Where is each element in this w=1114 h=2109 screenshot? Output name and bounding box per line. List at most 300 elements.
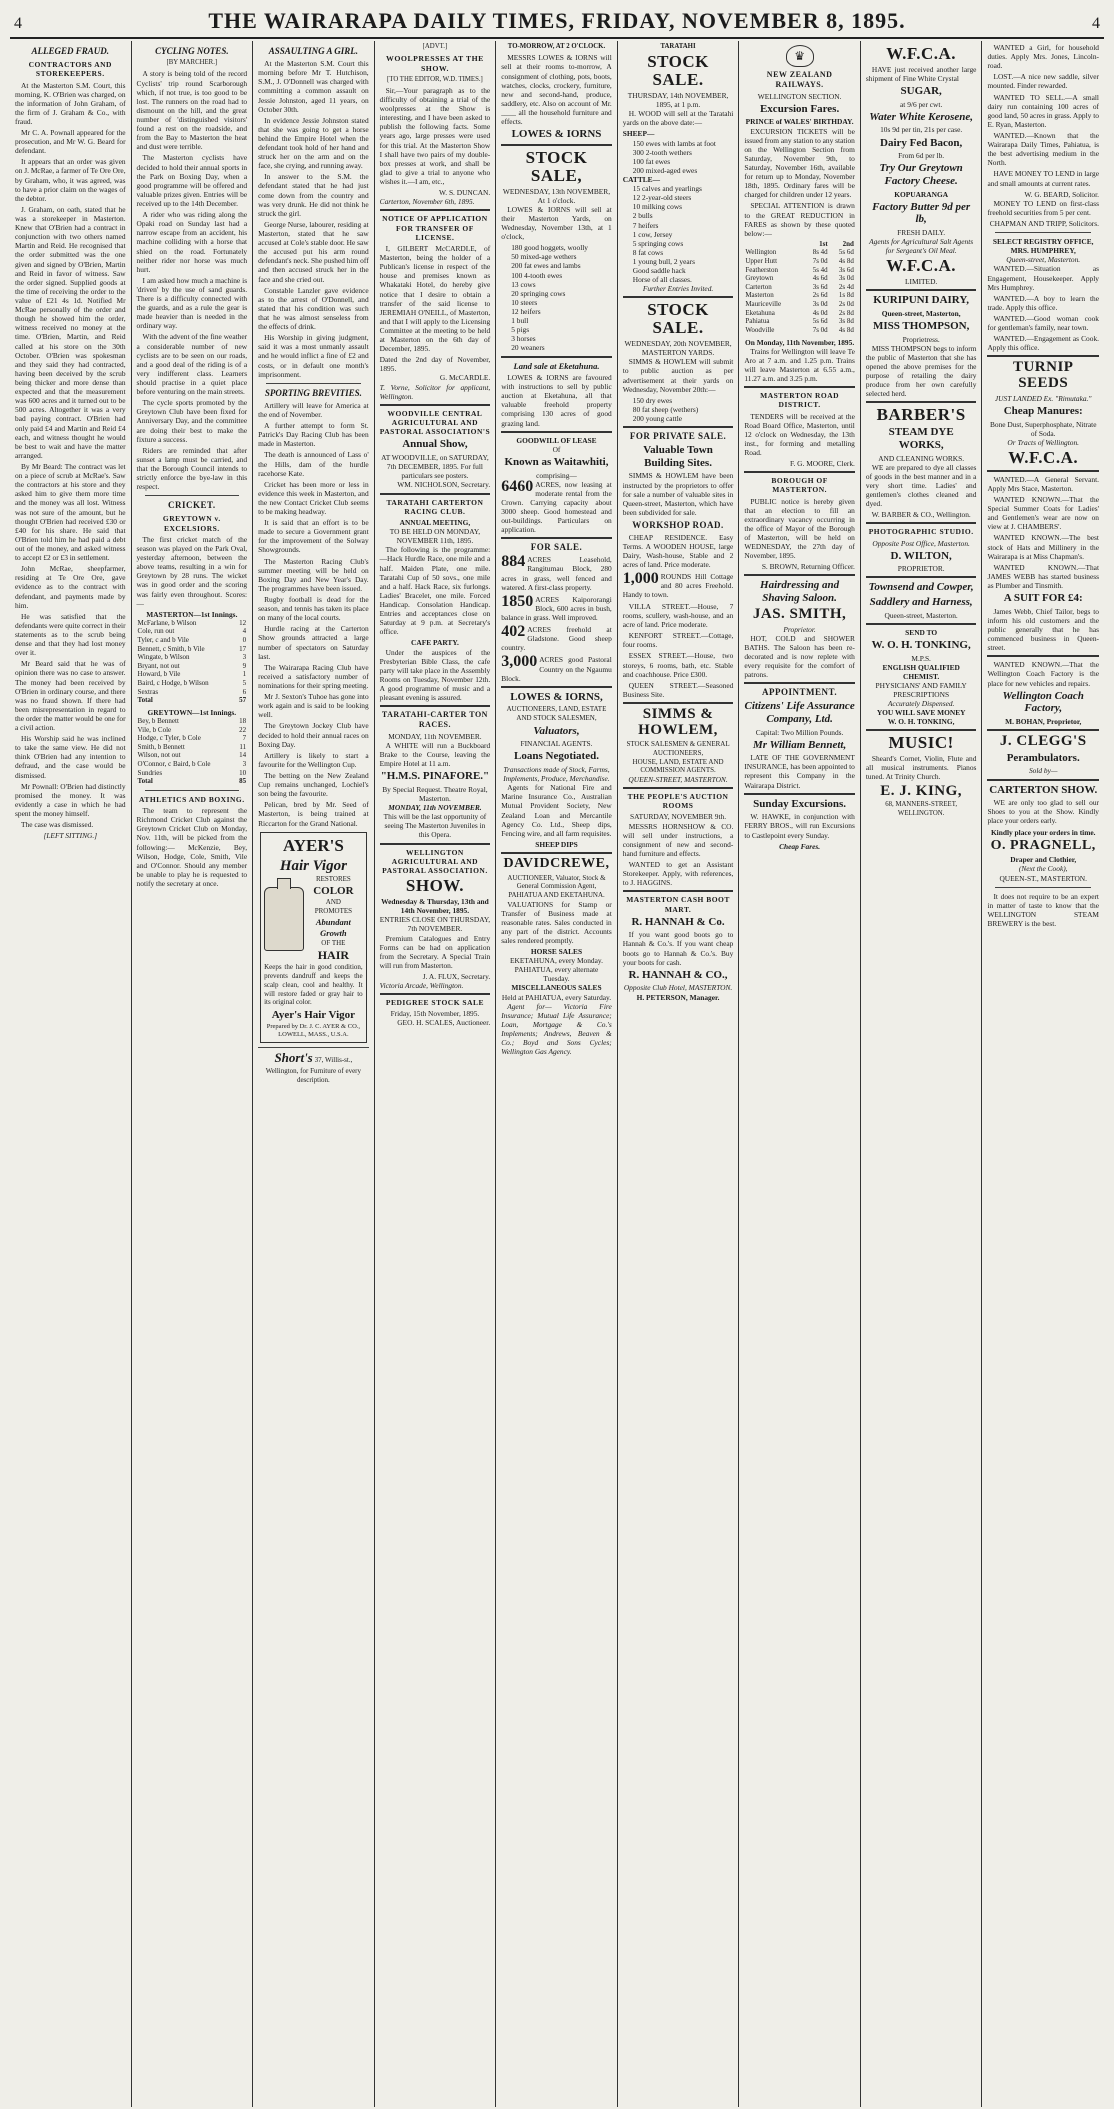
list-item: 1 cow, Jersey: [632, 229, 673, 239]
column-1: [10, 41, 132, 2107]
article-paragraph: In evidence Jessie Johnston stated that she was going to get a horse behind the Empire Hotel when the defendant took hold of her hand and struck her on the arm and on the face, she crying, and running away.: [258, 115, 369, 171]
ad-body: CHEAP RESIDENCE. Easy Terms. A WOODEN HOUSE, large Dairy, Wash-house, Stable and 2 acres of land. Price moderate.: [622, 533, 734, 570]
ad-body: LOWES & IORNS will sell at their Masterton Yards, on Wednesday, November 13th, at 1 o'clock,: [501, 204, 612, 242]
divider: [145, 790, 240, 791]
article-paragraph: The case was dismissed.: [21, 820, 94, 830]
article-paragraph: At the Masterton S.M. Court, this morning, K. O'Brien was charged, on the information of John Graham, of the firm of J. Graham & Co., with fraud.: [15, 80, 126, 126]
ad-title: On Monday, 11th November, 1895.: [745, 337, 855, 347]
ad-headline: Townsend and Cowper,: [868, 581, 974, 594]
ad-headline: WORKSHOP ROAD.: [632, 520, 724, 531]
ad-address: 68, MANNERS-STREET, WELLINGTON.: [885, 801, 958, 817]
ad-title: Valuators,: [533, 724, 580, 737]
ad-body: ACRES freehold at Gladstone. Good sheep country.: [501, 625, 612, 653]
article-paragraph: Riders are reminded that after sunset a lamp must be carried, and that the Borough Council intends to strictly enforce the bye-law in this respect.: [136, 445, 248, 492]
ad-headline: STOCK SALE.: [647, 52, 709, 90]
ad-signature: GEO. H. SCALES, Auctioneer.: [397, 1018, 491, 1028]
ad-title: "H.M.S. PINAFORE.": [380, 770, 490, 783]
article-paragraph: Artillery is likely to start a favourite for the Wellington Cup.: [258, 750, 369, 769]
ad-body: Or Tracts of Wellington.: [1007, 437, 1080, 447]
ad-title: Mr William Bennett,: [752, 738, 847, 751]
notice-date: Dated the 2nd day of November, 1895.: [379, 355, 491, 374]
classified-ad: WANTED a Girl, for household duties. Apply Mrs. Jones, Lincoln-road.: [987, 43, 1099, 71]
ad-address: Opposite Post Office, Masterton.: [872, 538, 970, 548]
list-item: 2 bulls: [632, 211, 653, 221]
ad-title: Perambulators.: [1006, 751, 1080, 764]
page-number-left: 4: [14, 15, 22, 32]
ad-title: STEAM DYE WORKS,: [888, 426, 954, 451]
ad-title: Known as Waitawhiti,: [504, 455, 609, 468]
ad-headline: LOWES & IORNS,: [510, 690, 603, 703]
ad-tagline: OF THE: [321, 938, 346, 947]
table-row: Carterton 3s 6d 2s 4d: [745, 282, 854, 291]
ad-subtitle: STOCK SALESMEN & GENERAL AUCTIONEERS,: [626, 740, 730, 758]
ad-body: MISS THOMPSON begs to inform the public of Masterton that she has opened the above premises for the purpose of retailing the dairy produce from her own carefully selected herd.: [865, 343, 977, 399]
table-row: O'Connor, c Baird, b Cole 3: [137, 760, 247, 769]
table-row: Wilson, not out 14: [137, 751, 247, 760]
ad-subtitle: SEND TO: [905, 627, 938, 637]
letter-date: Carterton, November 6th, 1895.: [379, 197, 475, 207]
table-row: Bey, b Bennett 18: [137, 717, 247, 726]
acreage-figure: 402: [501, 623, 526, 641]
ad-body: SPECIAL ATTENTION is drawn to the GREAT REDUCTION in FARES as shown by these quoted below:—: [744, 201, 855, 238]
article-paragraph: The Masterton cyclists have decided to hold their annual sports in the Park on Boxing Day, when a good programme will be offered and valuable prizes given. Entries will be received up to the 14th December.: [136, 153, 248, 208]
ad-body: This will be the last opportunity of seeing The Masterton Juveniles in this Opera.: [383, 812, 487, 840]
ad-title: HORSE SALES: [530, 947, 583, 957]
list-item: 12 2-year-old steers: [632, 193, 692, 203]
classified-ad: It does not require to be an expert in matter of taste to know that the WELLINGTON STEAM BREWERY is the best.: [987, 891, 1099, 928]
ad-signature: CHAPMAN AND TRIPP, Solicitors.: [989, 218, 1099, 228]
ad-product-footer: Ayer's Hair Vigor: [271, 1009, 356, 1022]
ad-body: TENDERS will be received at the Road Board Office, Masterton, until 12 o'clock on Wednesday, the 13th inst., for forming and metalling Road.: [744, 411, 855, 457]
ad-title: SHOW.: [405, 876, 464, 896]
ad-date: WEDNESDAY, 13th NOVEMBER, At 1 o'clock.: [502, 186, 611, 205]
article-paragraph: At the Masterton S.M. Court this morning before Mr T. Hutchison, S.M., J. O'Donnell was charged with committing a common assault on Jessie Johnston, aged 11 years, on October 30th.: [258, 59, 369, 114]
ad-body: MESSRS HORNSHOW & CO. will sell under instructions, a consignment of new and second-hand furniture and effects.: [622, 821, 734, 858]
table-row: Baird, c Hodge, b Wilson 5: [137, 679, 247, 688]
divider: [744, 793, 855, 795]
classified-ad: LOST.—A nice new saddle, silver mounted. Finder rewarded.: [987, 72, 1099, 91]
divider: [623, 426, 734, 428]
table-row: Greytown 4s 6d 3s 0d: [745, 274, 854, 283]
acreage-figure: 3,000: [501, 653, 538, 671]
ad-signature: W. BARBER & CO., Wellington.: [871, 510, 971, 520]
article-subheadline: [TO THE EDITOR, W.D. TIMES.]: [387, 75, 483, 83]
list-item: 180 good hoggets, woolly: [511, 243, 588, 253]
divider: [501, 144, 612, 146]
ad-body: Agents for Agricultural Salt Agents for Sergeant's Oil Meal.: [869, 237, 974, 256]
ad-tagline: Abundant Growth: [315, 916, 351, 938]
ad-body: EKETAHUNA, every Monday. PAHIATUA, every alternate Tuesday.: [510, 956, 603, 984]
ad-body: Transactions made of Stock, Farms, Implements, Produce, Merchandise.: [503, 765, 610, 784]
table-row: McFarlane, b Wilson 12: [137, 618, 247, 627]
shorts-ad: [258, 1047, 369, 1085]
ad-headline: W.F.C.A.: [1008, 447, 1079, 467]
ad-headline: TARATAHI CARTERTON RACING CLUB.: [386, 497, 484, 516]
ad-title: Excursion Fares.: [759, 102, 840, 115]
ad-subtitle: Of: [552, 444, 561, 454]
ad-address: Queen-street, Masterton.: [1006, 255, 1081, 265]
divider: [987, 470, 1099, 472]
ad-title: Annual Show,: [402, 438, 468, 451]
ad-subtitle: M.P.S.: [911, 653, 931, 663]
ad-body: PHYSICIANS' AND FAMILY PRESCRIPTIONS: [875, 680, 967, 699]
classified-ad: WANTED.—A General Servant. Apply Mrs Stace, Masterton.: [987, 474, 1099, 493]
article-paragraph: In answer to the S.M. the defendant stated that he had just come down from the country and was very drunk. He did not think he struck the girl.: [258, 172, 369, 218]
table-row: Wingate, b Wilson 3: [137, 653, 247, 662]
ad-headline: W. O. H. TONKING,: [871, 638, 971, 651]
list-item: 200 young cattle: [632, 414, 683, 424]
ad-headline: KURIPUNI DAIRY,: [873, 294, 970, 307]
divider: [623, 890, 734, 892]
article-paragraph: The Greytown Jockey Club have decided to hold their annual races on Boxing Day.: [258, 721, 369, 749]
ad-headline: J. CLEGG'S: [999, 733, 1087, 750]
table-row: Eketahuna 4s 0d 2s 8d: [745, 308, 854, 317]
ad-body: ESSEX STREET.—House, two storeys, 6 rooms, bath, etc. Stable and coachhouse. Price £300.: [622, 651, 734, 679]
ad-subtitle: Proprietress.: [902, 334, 940, 344]
classified-ad: WANTED.—Known that the Wairarapa Daily Times, Pahiatua, is the best advertising medium in the North.: [987, 130, 1099, 168]
divider: [866, 522, 977, 524]
ad-body: LOWES & IORNS are favoured with instructions to sell by public auction at Eketahuna, all that valuable freehold property comprising 130 acres of good grazing land.: [501, 372, 612, 428]
article-paragraph: A story is being told of the record Cyclists' trip round Scarborough which, if not true, is too good to be lost. The runners on the road had to dismount on the hill, and the great number of 'distinguished visitors' found a rest on the roadside, and from the Bay to Masterton the heat and dust were terrible.: [136, 69, 248, 152]
ad-body: James Webb, Chief Tailor, begs to inform his old customers and the public generally that he has commenced business in Queen-street.: [987, 606, 1099, 653]
ad-maker: Prepared by Dr. J. C. AYER & CO., LOWELL, MASS., U.S.A.: [266, 1022, 361, 1038]
team-heading: GREYTOWN—1st Innings.: [147, 707, 237, 717]
ad-subtitle: Sold by—: [1028, 766, 1058, 776]
advt-tag: [ADVT.]: [422, 43, 448, 50]
article-paragraph: His Worship said he was inclined to take the same view. He did not think O'Brien had any intention to defraud, and the case would be dismissed.: [15, 734, 126, 780]
ad-title: Cheap Fares.: [779, 841, 821, 851]
ad-subtitle: By Special Request. Theatre Royal, Masterton.: [382, 784, 488, 804]
ad-body: Agent for— Victoria Fire Insurance; Mutual Life Assurance; Loan, Mortgage & Co.'s Implements; Andrews, Beaven & Co.; Boyd and Sons Cycles; Wellington Gas Agency.: [501, 1001, 612, 1057]
classified-ad: HAVE MONEY TO LEND in large and small amounts at current rates.: [987, 169, 1099, 188]
article-paragraph: George Nurse, labourer, residing at Masterton, stated that he saw accused at Cole's stable door. He saw the accused put his arm round defendant's neck. She pushed him off and then accused struck her in the face and she cried out.: [258, 219, 369, 284]
article-paragraph: Constable Lanzler gave evidence as to the arrest of O'Donnell, and stated that his condition was such that he was almost senseless from the effects of drink.: [258, 285, 369, 332]
ad-title: MISCELLANEOUS SALES: [511, 983, 602, 993]
column-2: [132, 41, 254, 2107]
ad-subtitle: ENTRIES CLOSE ON THURSDAY, 7th NOVEMBER.: [379, 915, 491, 934]
divider: [744, 471, 855, 473]
ad-date: MONDAY, 11th NOVEMBER.: [388, 731, 482, 741]
divider: [501, 537, 612, 539]
ad-date: MONDAY, 11th NOVEMBER.: [388, 803, 482, 813]
divider: [987, 729, 1099, 731]
article-paragraph: He was satisfied that the defendants were quite correct in their statements as to the scrub being dense and that they had lost money over it.: [15, 611, 126, 658]
ad-date: TO-MORROW, AT 2 O'CLOCK.: [507, 43, 606, 50]
ad-tagline: RESTORES: [315, 875, 351, 883]
table-row: Total 57: [137, 696, 247, 705]
ad-headline: STOCK SALE,: [525, 147, 588, 185]
ad-body: WANTED to get an Assistant Storekeeper. Apply, with references, to J. HAGGINS.: [622, 859, 734, 888]
ad-subtitle: Proprietor.: [783, 624, 816, 634]
article-paragraph: Rugby football is dead for the season, and tennis has taken its place on many of the local courts.: [258, 595, 369, 623]
table-row: Total 85: [137, 777, 247, 786]
ad-tagline: AND: [325, 898, 341, 907]
ad-body: KENFORT STREET.—Cottage, four rooms.: [622, 631, 734, 650]
coat-of-arms-icon: ♛: [786, 45, 814, 67]
ad-body: Sheard's Cornet, Violin, Flute and all musical instruments. Pianos tuned. At Trinity Church.: [865, 754, 977, 782]
article-paragraph: The first cricket match of the season was played on the Park Oval, yesterday afternoon, between the above teams, resulting in a win for Greytown by 28 runs. The wicket was in good order and the scoring was fairly even throughout. Scores:—: [136, 534, 248, 608]
list-item: 10 steers: [511, 297, 538, 307]
ad-headline: Land sale at Eketahuna.: [513, 360, 600, 371]
classified-ad: MONEY TO LEND on first-class freehold securities from 5 per cent.: [987, 198, 1099, 217]
divider: [987, 779, 1099, 781]
classified-ad: WANTED KNOWN.—That JAMES WEBB has started business as Plumber and Tinsmith.: [987, 562, 1099, 591]
article-paragraph: The team to represent the Richmond Cricket Club against the Greytown Cricket Club on Monday, Nov. 11th, will be picked from the following:— McKenzie, Bey, Wilson, Hodge, Cole, Smith, Vile and O'Connor. Should any member be unable to play he is requested to notify the secretary at once.: [136, 806, 248, 888]
ad-body: SIMMS & HOWLEM have been instructed by the proprietors to offer for sale a number of valuable sites in Queen-street, Masterton, which have been subdivided for sale.: [622, 471, 734, 517]
ad-subtitle: HOUSE, LAND, ESTATE AND COMMISSION AGENTS.: [632, 757, 724, 775]
divider: [266, 383, 361, 384]
table-row: Howard, b Vile 1: [137, 670, 247, 679]
ad-date: WEDNESDAY, 20th NOVEMBER, MASTERTON YARDS.: [624, 339, 732, 358]
ad-title: Loans Negotiated.: [514, 750, 599, 763]
column-8: [861, 41, 983, 2107]
ad-subtitle: FRESH DAILY.: [897, 227, 946, 237]
divider: [501, 852, 612, 854]
list-item: 100 fat ewes: [632, 156, 671, 166]
list-item: 5 springing cows: [632, 238, 684, 248]
article-paragraph: It is said that an effort is to be made to secure a Government grant for the improvement of the Solway Showgrounds.: [258, 518, 369, 555]
table-row: Bryant, not out 9: [137, 661, 247, 670]
list-item: 15 calves and yearlings: [632, 184, 702, 194]
divider: [623, 702, 734, 704]
ad-body: ACRES, now leasing at moderate rental from the Crown. Carrying capacity about 3000 sheep. Good homestead and out-buildings. Particulars on application.: [501, 479, 612, 535]
ad-title: CAFE PARTY.: [411, 638, 459, 648]
ad-headline: BARBER'S: [876, 405, 966, 425]
list-item: 8 fat cows: [632, 247, 664, 257]
ad-headline: FOR PRIVATE SALE.: [629, 431, 727, 442]
ad-address: Opposite Club Hotel, MASTERTON.: [623, 983, 733, 993]
table-row: Bennett, c Smith, b Vile 17: [137, 644, 247, 653]
ad-subtitle: LIMITED.: [905, 277, 938, 287]
divider: [380, 705, 491, 707]
ad-title: YOU WILL SAVE MONEY: [876, 708, 966, 718]
ad-address: (Next the Cook),: [1018, 864, 1068, 874]
ad-body: Premium Catalogues and Entry Forms can be had on application from the Secretary. A Special Train will run from Masterton.: [379, 933, 491, 970]
article-paragraph: The death is announced of Lass o' the Hills, dam of the hurdle racehorse Kate.: [258, 450, 369, 478]
ad-subtitle: AUCTIONEER, Valuator, Stock & General Commission Agent, PAHIATUA AND EKETAHUNA.: [507, 873, 606, 899]
ad-date: TO BE HELD ON MONDAY, NOVEMBER 11th, 1895.: [389, 527, 481, 546]
ad-body: VALUATIONS for Stamp or Transfer of Business made at reasonable rates. Sales conducted in any part of the district. Accounts sales rendered promptly.: [501, 899, 612, 945]
list-item: 80 fat sheep (wethers): [632, 404, 699, 414]
scorecard-2: [137, 717, 248, 786]
table-row: Cole, run out 4: [137, 627, 247, 636]
table-row: Smith, b Bennett 11: [137, 742, 247, 751]
ad-headline: STOCK SALE.: [647, 300, 709, 338]
ad-body: SIMMS & HOWLEM will submit to public auction as per advertisement at their yards on Wednesday, November 20th:—: [622, 357, 734, 394]
ad-body: Held at PAHIATUA, every Saturday.: [501, 992, 612, 1002]
notice-body: I, GILBERT McCARDLE, of Masterton, being the holder of a Publican's license in respect of the house and premises known as Whakataki Hotel, do hereby give notice that I desire to obtain a transfer of the said license to JEREMIAH O'NEILL, of Masterton, and that I will apply to the Licensing Committee at the meeting to be held at Masterton on the 6th day of December, 1895.: [379, 243, 491, 354]
list-item: 50 mixed-age wethers: [511, 252, 577, 262]
list-heading: CATTLE—: [622, 175, 660, 185]
article-footer: [LEFT SITTING.]: [43, 831, 98, 841]
list-item: 300 2-tooth wethers: [632, 147, 692, 157]
acreage-figure: 6460: [501, 477, 534, 495]
ad-title: ENGLISH QUALIFIED CHEMIST.: [882, 662, 960, 681]
ad-address: Victoria Arcade, Wellington.: [379, 981, 464, 991]
ad-headline: WELLINGTON AGRICULTURAL AND PASTORAL ASSOCIATION.: [382, 847, 488, 875]
table-row: Vile, b Cole 22: [137, 725, 247, 734]
table-row: Sextras 6: [137, 687, 247, 696]
article-paragraph: Mr J. Sexton's Tuhoe has gone into work again and is said to be looking well.: [258, 692, 369, 720]
ad-price: From 6d per lb.: [898, 151, 945, 161]
article-paragraph: A rider who was riding along the Opaki road on Sunday last had a narrow escape from an accident, his machine colliding with a horse that shied on the road. Fortunately neither rider nor horse was much hurt.: [136, 210, 248, 274]
ad-title: R. HANNAH & Co.: [631, 915, 725, 928]
divider: [866, 576, 977, 578]
ad-body: QUEEN STREET.—Seasoned Business Site.: [622, 680, 734, 699]
column-3: [253, 41, 375, 2107]
list-item: 100 4-tooth ewes: [511, 270, 563, 280]
article-paragraph: Pelican, bred by Mr. Seed of Masterton, is being trained at Riccarton for the Grand National.: [258, 800, 369, 828]
divider: [501, 356, 612, 358]
ad-headline: NEW ZEALAND RAILWAYS.: [766, 70, 833, 89]
divider: [380, 404, 491, 406]
ad-body: ACRES Leasehold, Rangitumau Block, 280 acres in grass, well fenced and watered. A first-class property.: [501, 555, 612, 592]
ad-body: ACRES Kaipororangi Block, 600 acres in bush, balance in grass. Well improved.: [501, 594, 612, 622]
ad-headline: DAVIDCREWE,: [503, 855, 610, 871]
notice-headline: NOTICE OF APPLICATION FOR TRANSFER OF LICENSE.: [382, 214, 488, 242]
list-item: 20 weaners: [511, 343, 545, 353]
ad-headline: SELECT REGISTRY OFFICE,: [992, 237, 1094, 247]
ad-title: Saddlery and Harness,: [869, 596, 973, 609]
ad-title: Factory Butter 9d per lb,: [872, 200, 971, 226]
article-paragraph: Mr Beard said that he was of opinion there was no case to answer. The money had been received by O'Brien in ordinary course, and there was no fraud shown. If there had been misrepresentation in regard to the order the matter would be one for a civil action.: [15, 659, 126, 733]
ad-date: Friday, 15th November, 1895.: [390, 1009, 480, 1019]
ad-headline: TURNIP SEEDS: [1012, 359, 1074, 392]
classified-ad: WANTED.—Good woman cook for gentleman's family, near town.: [987, 313, 1099, 333]
ad-headline: BOROUGH OF MASTERTON.: [771, 476, 828, 495]
divider: [380, 993, 491, 995]
ad-title: ANNUAL MEETING,: [399, 517, 471, 527]
article-headline: ALLEGED FRAUD.: [31, 46, 110, 56]
divider: [866, 623, 977, 625]
ad-subtitle: Draper and Clothier,: [1010, 855, 1077, 865]
article-byline: [BY MARCHER.]: [166, 59, 218, 67]
list-item: Good saddle hack: [632, 266, 686, 276]
list-item: 150 ewes with lambs at foot: [632, 138, 716, 148]
ad-body: HOT, COLD and SHOWER BATHS. The Saloon has been re-decorated and is now replete with every requisite for the comfort of patrons.: [744, 633, 855, 680]
classified-ad: WANTED TO SELL.—A small dairy run containing 100 acres of good land, 50 acres in grass. Apply to E. Ryan, Masterton.: [987, 92, 1099, 129]
ad-subtitle: KOPUARANGA: [894, 189, 949, 199]
table-row: Masterton 2s 6d 1s 8d: [745, 291, 854, 300]
stock-list: [501, 243, 612, 352]
ad-body: AT WOODVILLE, on SATURDAY, 7th DECEMBER, 1895. For full particulars see posters.: [381, 453, 489, 481]
ad-headline: TARATAHI-CARTER TON RACES.: [381, 710, 488, 729]
ad-body: ACRES good Pastoral Country on the Ngaumu Block.: [501, 655, 612, 683]
table-row: Featherston 5s 4d 3s 6d: [745, 265, 854, 274]
fares-table: [744, 240, 855, 335]
scorecard-1: [137, 619, 248, 705]
column-6: [618, 41, 740, 2107]
ad-headline: APPOINTMENT.: [762, 687, 838, 698]
bottle-icon: [264, 887, 304, 951]
divider: [866, 401, 977, 403]
ad-body: WE are only too glad to sell our Shoes to you at the Show. Kindly place your orders early.: [987, 798, 1099, 826]
article-paragraph: Mr Pownall: O'Brien had distinctly promised the money. It was evidently a case in which he had spent the money himself.: [15, 781, 126, 819]
ad-body: Trains for Wellington will leave Te Aro at 7 a.m. and 1.25 p.m. Trains will leave Masterton at 6.55 a.m., 11.27 a.m. and 3.25 p.m.: [744, 346, 855, 383]
ad-title: Try Our Greytown Factory Cheese.: [879, 162, 963, 187]
team-heading: MASTERTON—1st Innings.: [146, 609, 238, 619]
classified-ad: WANTED.—Situation as Engagement, Housekeeper. Apply Mrs Humphrey.: [987, 264, 1099, 292]
ad-subtitle: WELLINGTON SECTION.: [757, 91, 842, 101]
ad-signature: W. G. BEARD, Solicitor.: [1024, 189, 1099, 199]
divider: [744, 682, 855, 684]
divider: [987, 355, 1099, 357]
table-row: Sundries 10: [137, 768, 247, 777]
article-headline: ASSAULTING A GIRL.: [268, 46, 359, 56]
ad-headline: Sunday Excursions.: [753, 797, 847, 810]
article-paragraph: The cycle sports promoted by the Greytown Club have been fixed for Anniversary Day, and the committee are doing their best to make the fixture a success.: [136, 398, 248, 444]
list-item: 3 horses: [511, 334, 536, 344]
ad-title: Water White Kerosene,: [869, 110, 974, 123]
classified-ad: WANTED.—A boy to learn the trade. Apply this office.: [987, 293, 1099, 312]
ad-headline: A SUIT FOR £4:: [1003, 592, 1083, 605]
letter-signature: W. S. DUNCAN.: [438, 188, 491, 198]
ad-headline: THE PEOPLE'S AUCTION ROOMS: [627, 791, 729, 811]
article-paragraph: John McRae, sheepfarmer, residing at Te Ore Ore, gave evidence as to the contract with defendant, and payments made by him.: [15, 564, 126, 610]
ad-address: QUEEN-STREET, MASTERTON.: [628, 774, 728, 784]
ad-body: EXCURSION TICKETS will be issued from any station to any station on the Wellington Section from Saturday, November 9th, to Saturday, November 16th, available for return up to Monday, November 18th, 1895. Ordinary fares will be charged for children under 12 years.: [744, 126, 855, 200]
ad-body: H. WOOD will sell at the Taratahi yards on the above date:—: [622, 109, 734, 128]
divider: [501, 686, 612, 688]
article-paragraph: By Mr Beard: The contract was let on a piece of scrub at McRae's. Saw the contractors at his store and they asked him to give them more time and the money was all lost. Witness was not sure of the amount, but he thought O'Brien had received £30 or £40 for his share. He said that O'Brien told him he had paid a debt out of the money, and asked witness to accept £2 or £3 in settlement.: [15, 461, 126, 563]
divider: [623, 787, 734, 789]
ad-body: Accurately Dispensed.: [887, 699, 955, 709]
ad-headline: FOR SALE.: [530, 542, 583, 553]
ad-price: at 9/6 per cwt.: [900, 99, 943, 109]
ad-signature: W. O. H. TONKING,: [887, 717, 955, 727]
ad-body: Under the auspices of the Presbyterian Bible Class, the cafe party will take place in the Assembly Rooms on Tuesday, November 12th. A good programme of music and a pleasant evening is assured.: [379, 647, 491, 703]
ad-headline: Wellington Coach Factory,: [1002, 689, 1084, 715]
article-paragraph: Artillery will leave for America at the end of November.: [258, 400, 369, 419]
ad-title: R. HANNAH & CO.,: [628, 968, 728, 981]
article-subheadline: CONTRACTORS AND STOREKEEPERS.: [28, 60, 112, 79]
ad-headline: WOODVILLE CENTRAL AGRICULTURAL AND PASTORAL ASSOCIATION'S: [379, 408, 491, 437]
divider: [987, 655, 1099, 657]
divider: [380, 843, 491, 845]
article-paragraph: Hurdle racing at the Carterton Show grounds attracted a large number of spectators on Saturday last.: [258, 624, 369, 661]
classified-ad: WANTED.—Engagement as Cook. Apply this office.: [987, 334, 1099, 353]
article-headline: GREYTOWN v. EXCELSIORS.: [162, 514, 221, 533]
ad-address: Queen-street, Masterton.: [884, 610, 958, 620]
divider: [744, 574, 855, 576]
ad-subtitle: FINANCIAL AGENTS.: [520, 739, 593, 749]
ad-signature: J. A. FLUX, Secretary.: [422, 971, 491, 981]
column-7: [739, 41, 861, 2107]
columns: [10, 41, 1104, 2107]
ad-date: SATURDAY, NOVEMBER 9th.: [630, 812, 727, 822]
table-row: Mauriceville 3s 0d 2s 0d: [745, 300, 854, 309]
ad-body: MESSRS LOWES & IORNS will sell at their rooms to-morrow, A consignment of clothing, pots, boots, watches, clocks, crockery, furniture, new and second-hand, produce, saddlery, etc. Also on account of Mr. ____ all the household furniture and effects.: [501, 53, 612, 127]
ad-price: 10s 9d per tin, 21s per case.: [880, 125, 963, 135]
ad-title: E. J. KING,: [880, 782, 963, 799]
article-paragraph: Cricket has been more or less in evidence this week in Masterton, and the new Contact Cricket Club seems to be making headway.: [258, 479, 369, 517]
classified-ad: WANTED KNOWN.—That the Special Summer Coats for Ladies' and Gentlemen's wear are now on view at J. CHAMBERS'.: [987, 495, 1099, 532]
acreage-figure: 1,000: [622, 569, 659, 587]
ad-brand: AYER'S: [282, 835, 344, 855]
ad-title: Cheap Manures:: [1003, 405, 1083, 417]
list-item: 1 bull: [511, 316, 529, 326]
article-paragraph: His Worship in giving judgment, said it was a most unmanly assault and he would inflict a fine of £2 and costs, or in default one month's imprisonment.: [258, 333, 369, 379]
ad-subtitle: PROPRIETOR.: [897, 564, 945, 574]
ad-title: MRS. HUMPHREY,: [1010, 246, 1076, 256]
table-row: Woodville 7s 0d 4s 8d: [745, 325, 854, 334]
article-paragraph: With the advent of the fine weather a considerable number of new cyclists are to be seen on our roads, and a good deal of the riding is of a very indifferent class. Learners should practise in a quiet place before venturing on the main streets.: [136, 332, 248, 397]
ad-headline: PEDIGREE STOCK SALE: [385, 998, 484, 1008]
ad-tagline: HAIR: [317, 947, 350, 962]
ad-headline: GOODWILL OF LEASE: [516, 435, 597, 445]
ad-subtitle: Queen-street, Masterton,: [881, 308, 961, 318]
divider: [380, 493, 491, 495]
